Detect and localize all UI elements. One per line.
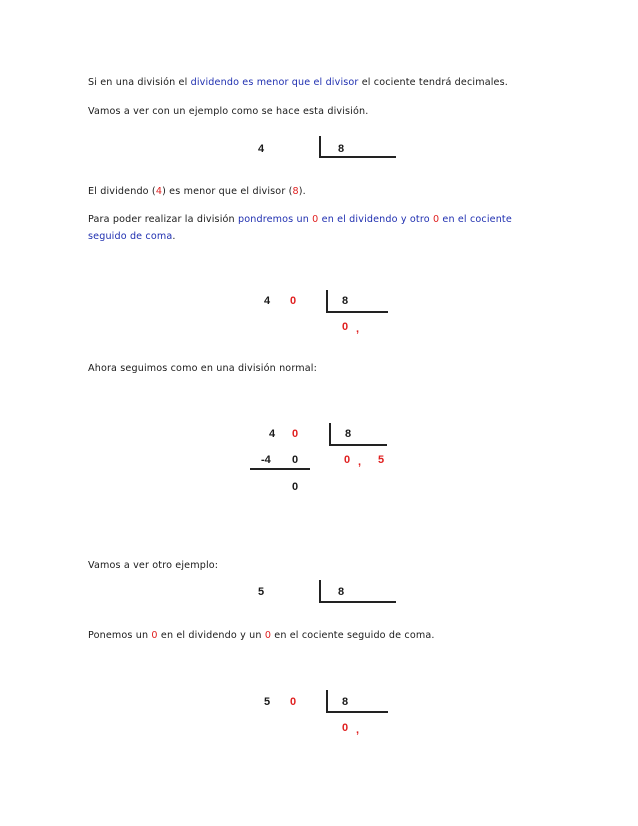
division-bracket-vertical	[319, 136, 321, 157]
highlight-text: dividendo es menor que el divisor	[190, 77, 359, 88]
division-bracket-vertical	[319, 580, 321, 602]
subtraction-zero: 0	[292, 454, 299, 466]
dividend-digit: 4	[269, 428, 276, 440]
highlight-text: en el cociente	[439, 214, 512, 225]
paragraph-intro	[88, 74, 508, 91]
dividend-zero: 0	[290, 696, 297, 708]
divisor: 8	[338, 143, 345, 155]
divisor: 8	[338, 586, 345, 598]
division-bracket-vertical	[329, 423, 331, 445]
divisor: 8	[342, 696, 349, 708]
highlight-text: pondremos un	[237, 214, 313, 225]
divisor: 8	[342, 295, 349, 307]
division-bracket-horizontal	[319, 156, 396, 158]
highlight-number: 0	[312, 214, 319, 225]
dividend: 4	[258, 143, 265, 155]
subtraction-digit: -4	[261, 454, 271, 466]
text: Si en una división el	[88, 77, 191, 88]
dividend: 5	[258, 586, 265, 598]
text: Ponemos un	[88, 630, 152, 641]
division-bracket-horizontal	[329, 444, 387, 446]
quotient-zero: 0	[342, 321, 349, 333]
dividend: 4	[264, 295, 271, 307]
highlight-number: 0	[432, 214, 440, 225]
division-bracket-horizontal	[319, 601, 396, 603]
divisor: 8	[345, 428, 352, 440]
text: en el dividendo y un	[157, 630, 265, 641]
dividend: 5	[264, 696, 271, 708]
quotient-comma: ,	[356, 323, 360, 335]
paragraph-add-zero	[88, 211, 512, 245]
subtraction-line	[250, 468, 310, 470]
dividend-zero: 0	[292, 428, 299, 440]
paragraph-continue: Ahora seguimos como en una división normal:	[88, 363, 317, 374]
highlight-number: 0	[264, 630, 272, 641]
highlight-number: 0	[151, 630, 158, 641]
text: .	[172, 231, 176, 242]
paragraph-put-zero	[88, 627, 435, 644]
paragraph-dividend-less	[88, 183, 306, 200]
paragraph-example: Vamos a ver con un ejemplo como se hace esta división.	[88, 106, 369, 117]
division-bracket-vertical	[326, 690, 328, 712]
quotient-zero: 0	[342, 722, 349, 734]
quotient-zero: 0	[344, 454, 351, 466]
text: el cociente tendrá decimales.	[358, 77, 508, 88]
highlight-text: seguido de coma	[88, 231, 173, 242]
text: ) es menor que el divisor (	[162, 186, 293, 197]
text: en el cociente seguido de coma.	[271, 630, 435, 641]
highlight-text: en el dividendo y otro	[318, 214, 433, 225]
remainder: 0	[292, 481, 299, 493]
highlight-number: 4	[155, 186, 163, 197]
highlight-number: 8	[292, 186, 299, 197]
division-bracket-vertical	[326, 290, 328, 312]
dividend-zero: 0	[290, 295, 297, 307]
text: El dividendo (	[88, 186, 156, 197]
text: ).	[298, 186, 306, 197]
text: Para poder realizar la división	[88, 214, 238, 225]
quotient-decimal: 5	[378, 454, 385, 466]
division-bracket-horizontal	[326, 711, 388, 713]
paragraph-another-example: Vamos a ver otro ejemplo:	[88, 560, 219, 571]
quotient-comma: ,	[356, 724, 360, 736]
division-bracket-horizontal	[326, 311, 388, 313]
quotient-comma: ,	[358, 456, 362, 468]
